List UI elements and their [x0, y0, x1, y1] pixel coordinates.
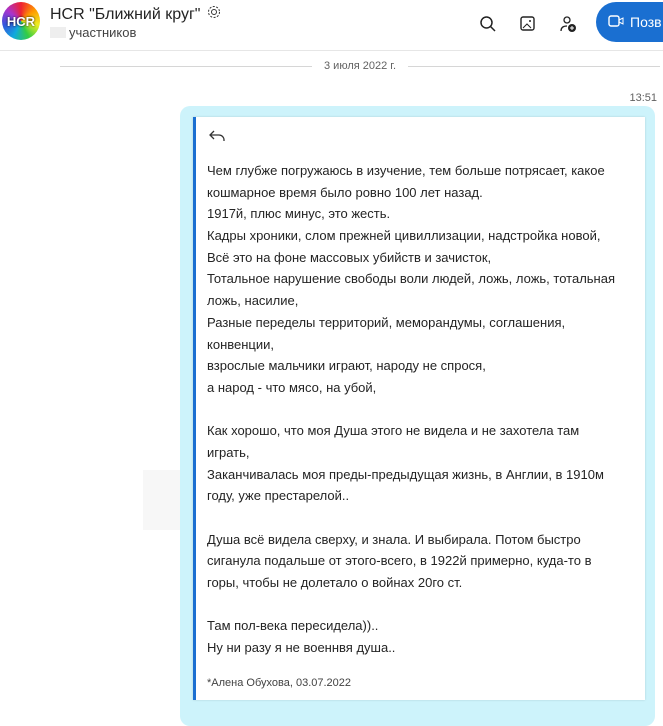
message-line: сиганула подальше от этого-всего, в 1922й примерно, куда-то в	[207, 553, 592, 569]
ghost-placeholder	[143, 470, 183, 530]
message-line: взрослые мальчики играют, народу не спрося,	[207, 358, 486, 374]
call-button[interactable]	[596, 2, 663, 42]
message-line: а народ - что мясо, на убой,	[207, 379, 377, 395]
message-line: Тотальное нарушение свободы воли людей, ложь, ложь, тотальная	[207, 271, 616, 287]
video-call-icon	[608, 13, 624, 32]
message-time: 13:51	[629, 92, 657, 104]
date-separator	[60, 60, 660, 72]
message-line: Чем глубже погружаюсь в изучение, тем больше потрясает, какое	[207, 163, 605, 178]
call-label: Позв	[630, 14, 662, 30]
quoted-card[interactable]	[193, 117, 645, 700]
message-line: Разные переделы территорий, меморандумы, соглашения,	[207, 314, 566, 330]
message-line: кошмарное время было ровно 100 лет назад.	[207, 184, 483, 200]
message-line: году, уже престарелой..	[207, 488, 350, 504]
search-icon[interactable]	[476, 12, 500, 36]
reply-icon[interactable]	[208, 129, 226, 148]
date-label: 3 июля 2022 г.	[324, 60, 397, 72]
chat-header	[0, 0, 663, 51]
message-text	[207, 160, 615, 659]
message-line: Ну ни разу я не военнвя душа..	[207, 640, 396, 656]
message-line: Там пол-века пересидела))..	[207, 618, 379, 634]
message-line: играть,	[207, 444, 250, 460]
message-line: Как хорошо, что моя Душа этого не видела и не захотела там	[207, 423, 580, 439]
members-label: участников	[69, 25, 137, 40]
signature: *Алена Обухова, 03.07.2022	[207, 677, 352, 689]
message-line: ложь, насилие,	[207, 293, 299, 309]
message-line	[207, 507, 615, 529]
members-count[interactable]	[50, 25, 136, 40]
count-placeholder	[50, 27, 66, 38]
chat-title-text: HCR "Ближний круг"	[50, 5, 201, 23]
message-line: Заканчивалась моя преды-предыдущая жизнь, в Англии, в 1910м	[207, 466, 604, 482]
message-line: горы, чтобы не долетало о войнах 20го ст.	[207, 575, 463, 591]
add-person-icon[interactable]	[556, 12, 580, 36]
message-line: Душа всё видела сверху, и знала. И выбирала. Потом быстро	[207, 531, 581, 547]
gear-icon[interactable]	[206, 4, 222, 25]
message-line: 1917й, плюс минус, это жесть.	[207, 206, 391, 222]
chat-title[interactable]	[50, 4, 222, 25]
message-line	[207, 399, 615, 421]
message-line: конвенции,	[207, 336, 274, 352]
message-line: Всё это на фоне массовых убийств и зачисток,	[207, 249, 492, 265]
group-avatar[interactable]: HCR	[2, 2, 40, 40]
gallery-icon[interactable]	[516, 12, 540, 36]
message-line	[207, 594, 615, 616]
message-line: Кадры хроники, слом прежней цивиллизации, надстройка новой,	[207, 228, 601, 244]
